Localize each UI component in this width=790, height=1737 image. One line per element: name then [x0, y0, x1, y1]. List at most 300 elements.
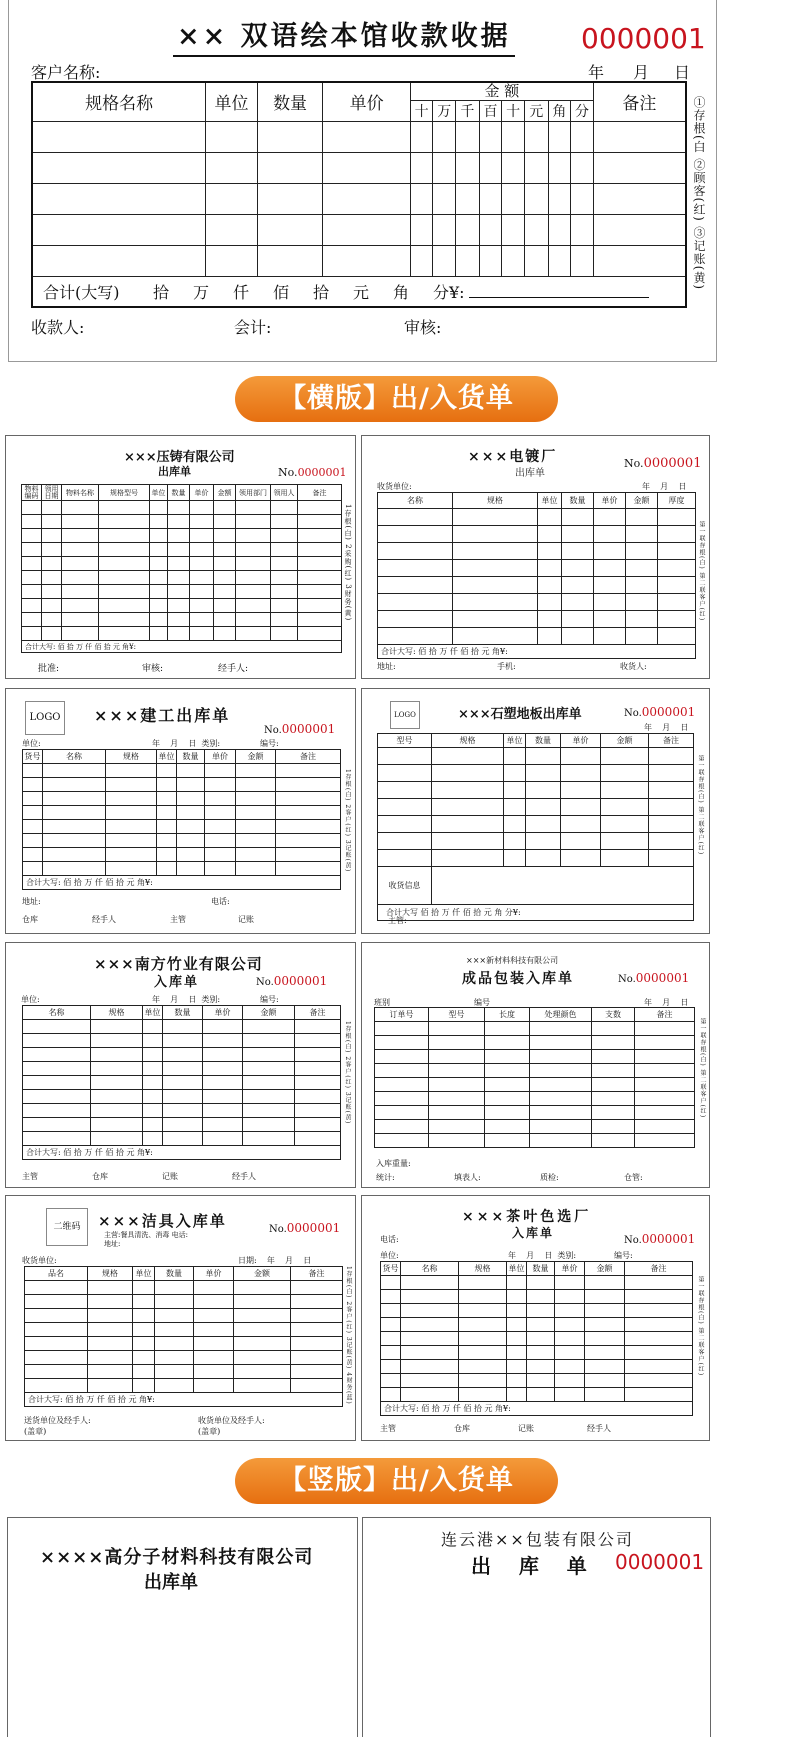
table-cell[interactable] — [585, 1374, 625, 1388]
table-cell[interactable] — [155, 1365, 194, 1379]
table-cell[interactable] — [635, 1036, 695, 1050]
table-cell[interactable] — [42, 529, 62, 543]
table-cell[interactable] — [143, 1034, 163, 1048]
table-cell[interactable] — [524, 152, 548, 183]
table-cell[interactable] — [601, 799, 649, 816]
table-cell[interactable] — [88, 1295, 133, 1309]
table-cell[interactable] — [206, 152, 257, 183]
table-cell[interactable] — [243, 1062, 295, 1076]
table-cell[interactable] — [214, 627, 236, 641]
table-cell[interactable] — [243, 1076, 295, 1090]
table-cell[interactable] — [157, 862, 177, 876]
table-cell[interactable] — [378, 799, 432, 816]
table-cell[interactable] — [99, 543, 150, 557]
table-cell[interactable] — [157, 834, 177, 848]
table-cell[interactable] — [291, 1351, 343, 1365]
table-cell[interactable] — [502, 183, 525, 214]
table-cell[interactable] — [658, 577, 696, 594]
table-cell[interactable] — [626, 628, 658, 645]
table-cell[interactable] — [23, 764, 43, 778]
table-cell[interactable] — [99, 515, 150, 529]
table-cell[interactable] — [163, 1104, 203, 1118]
table-cell[interactable] — [150, 557, 168, 571]
table-cell[interactable] — [649, 765, 694, 782]
table-cell[interactable] — [106, 862, 157, 876]
table-cell[interactable] — [375, 1120, 429, 1134]
table-cell[interactable] — [625, 1276, 693, 1290]
table-cell[interactable] — [401, 1374, 459, 1388]
table-cell[interactable] — [527, 1360, 555, 1374]
table-cell[interactable] — [530, 1106, 592, 1120]
table-cell[interactable] — [585, 1346, 625, 1360]
table-cell[interactable] — [276, 792, 341, 806]
table-cell[interactable] — [88, 1337, 133, 1351]
table-cell[interactable] — [205, 806, 236, 820]
table-cell[interactable] — [571, 152, 594, 183]
table-cell[interactable] — [257, 245, 323, 276]
table-cell[interactable] — [214, 543, 236, 557]
table-cell[interactable] — [479, 214, 502, 245]
table-cell[interactable] — [32, 183, 206, 214]
table-cell[interactable] — [23, 862, 43, 876]
table-cell[interactable] — [378, 816, 432, 833]
table-cell[interactable] — [410, 183, 433, 214]
table-cell[interactable] — [459, 1360, 507, 1374]
table-cell[interactable] — [276, 820, 341, 834]
table-cell[interactable] — [88, 1309, 133, 1323]
table-cell[interactable] — [42, 557, 62, 571]
table-cell[interactable] — [456, 214, 480, 245]
table-cell[interactable] — [592, 1036, 635, 1050]
table-cell[interactable] — [562, 509, 594, 526]
table-cell[interactable] — [206, 214, 257, 245]
table-cell[interactable] — [133, 1295, 155, 1309]
table-cell[interactable] — [527, 1388, 555, 1402]
table-cell[interactable] — [190, 585, 214, 599]
table-cell[interactable] — [502, 214, 525, 245]
table-cell[interactable] — [561, 765, 601, 782]
table-cell[interactable] — [25, 1281, 88, 1295]
table-cell[interactable] — [527, 1276, 555, 1290]
table-cell[interactable] — [593, 152, 686, 183]
table-cell[interactable] — [23, 1062, 91, 1076]
table-cell[interactable] — [91, 1048, 143, 1062]
table-cell[interactable] — [205, 764, 236, 778]
table-cell[interactable] — [88, 1323, 133, 1337]
table-cell[interactable] — [23, 778, 43, 792]
table-cell[interactable] — [594, 611, 626, 628]
table-cell[interactable] — [177, 862, 205, 876]
table-cell[interactable] — [485, 1106, 530, 1120]
table-cell[interactable] — [150, 515, 168, 529]
table-cell[interactable] — [214, 571, 236, 585]
table-cell[interactable] — [99, 599, 150, 613]
table-cell[interactable] — [375, 1134, 429, 1148]
table-cell[interactable] — [168, 543, 190, 557]
table-cell[interactable] — [25, 1295, 88, 1309]
table-cell[interactable] — [190, 501, 214, 515]
table-cell[interactable] — [236, 543, 271, 557]
table-cell[interactable] — [504, 748, 526, 765]
table-cell[interactable] — [43, 834, 106, 848]
table-cell[interactable] — [42, 599, 62, 613]
table-cell[interactable] — [527, 1332, 555, 1346]
table-cell[interactable] — [143, 1048, 163, 1062]
table-cell[interactable] — [298, 599, 342, 613]
table-cell[interactable] — [22, 557, 42, 571]
table-cell[interactable] — [555, 1290, 585, 1304]
table-cell[interactable] — [177, 778, 205, 792]
table-cell[interactable] — [163, 1034, 203, 1048]
table-cell[interactable] — [177, 792, 205, 806]
table-cell[interactable] — [594, 509, 626, 526]
table-cell[interactable] — [485, 1120, 530, 1134]
table-cell[interactable] — [291, 1281, 343, 1295]
table-cell[interactable] — [291, 1323, 343, 1337]
table-cell[interactable] — [62, 599, 99, 613]
table-cell[interactable] — [62, 515, 99, 529]
table-cell[interactable] — [257, 121, 323, 152]
table-cell[interactable] — [150, 501, 168, 515]
table-cell[interactable] — [504, 799, 526, 816]
table-cell[interactable] — [106, 764, 157, 778]
table-cell[interactable] — [194, 1323, 234, 1337]
table-cell[interactable] — [257, 183, 323, 214]
table-cell[interactable] — [236, 834, 276, 848]
table-cell[interactable] — [163, 1132, 203, 1146]
table-cell[interactable] — [257, 152, 323, 183]
table-cell[interactable] — [295, 1104, 341, 1118]
table-cell[interactable] — [323, 214, 410, 245]
table-cell[interactable] — [485, 1050, 530, 1064]
table-cell[interactable] — [625, 1332, 693, 1346]
table-cell[interactable] — [203, 1118, 243, 1132]
table-cell[interactable] — [429, 1050, 485, 1064]
table-cell[interactable] — [214, 599, 236, 613]
table-cell[interactable] — [205, 820, 236, 834]
table-cell[interactable] — [507, 1290, 527, 1304]
table-cell[interactable] — [276, 862, 341, 876]
table-cell[interactable] — [243, 1090, 295, 1104]
table-cell[interactable] — [626, 543, 658, 560]
table-cell[interactable] — [143, 1020, 163, 1034]
table-cell[interactable] — [585, 1304, 625, 1318]
table-cell[interactable] — [206, 183, 257, 214]
table-cell[interactable] — [378, 765, 432, 782]
table-cell[interactable] — [592, 1092, 635, 1106]
table-cell[interactable] — [635, 1064, 695, 1078]
table-cell[interactable] — [62, 543, 99, 557]
table-cell[interactable] — [298, 571, 342, 585]
table-cell[interactable] — [593, 214, 686, 245]
table-cell[interactable] — [206, 245, 257, 276]
table-cell[interactable] — [23, 1104, 91, 1118]
table-cell[interactable] — [150, 613, 168, 627]
table-cell[interactable] — [381, 1388, 401, 1402]
table-cell[interactable] — [561, 782, 601, 799]
table-cell[interactable] — [23, 1076, 91, 1090]
table-cell[interactable] — [526, 748, 561, 765]
table-cell[interactable] — [381, 1318, 401, 1332]
table-cell[interactable] — [381, 1360, 401, 1374]
table-cell[interactable] — [375, 1064, 429, 1078]
table-cell[interactable] — [99, 585, 150, 599]
table-cell[interactable] — [507, 1388, 527, 1402]
table-cell[interactable] — [378, 782, 432, 799]
table-cell[interactable] — [155, 1281, 194, 1295]
table-cell[interactable] — [194, 1365, 234, 1379]
table-cell[interactable] — [143, 1118, 163, 1132]
table-cell[interactable] — [32, 121, 206, 152]
table-cell[interactable] — [236, 585, 271, 599]
table-cell[interactable] — [561, 816, 601, 833]
table-cell[interactable] — [99, 501, 150, 515]
table-cell[interactable] — [236, 515, 271, 529]
table-cell[interactable] — [234, 1351, 291, 1365]
table-cell[interactable] — [214, 557, 236, 571]
table-cell[interactable] — [548, 183, 571, 214]
table-cell[interactable] — [205, 848, 236, 862]
table-cell[interactable] — [22, 613, 42, 627]
table-cell[interactable] — [538, 509, 562, 526]
table-cell[interactable] — [658, 560, 696, 577]
table-cell[interactable] — [524, 245, 548, 276]
table-cell[interactable] — [658, 526, 696, 543]
table-cell[interactable] — [205, 778, 236, 792]
table-cell[interactable] — [298, 627, 342, 641]
table-cell[interactable] — [433, 152, 456, 183]
table-cell[interactable] — [62, 585, 99, 599]
table-cell[interactable] — [177, 820, 205, 834]
table-cell[interactable] — [378, 543, 453, 560]
table-cell[interactable] — [375, 1092, 429, 1106]
table-cell[interactable] — [625, 1374, 693, 1388]
table-cell[interactable] — [291, 1309, 343, 1323]
table-cell[interactable] — [401, 1276, 459, 1290]
table-cell[interactable] — [62, 557, 99, 571]
table-cell[interactable] — [22, 543, 42, 557]
table-cell[interactable] — [234, 1379, 291, 1393]
table-cell[interactable] — [236, 599, 271, 613]
table-cell[interactable] — [25, 1309, 88, 1323]
table-cell[interactable] — [626, 594, 658, 611]
table-cell[interactable] — [507, 1374, 527, 1388]
table-cell[interactable] — [243, 1048, 295, 1062]
table-cell[interactable] — [410, 152, 433, 183]
table-cell[interactable] — [635, 1106, 695, 1120]
table-cell[interactable] — [271, 501, 298, 515]
table-cell[interactable] — [561, 799, 601, 816]
table-cell[interactable] — [538, 594, 562, 611]
table-cell[interactable] — [234, 1295, 291, 1309]
table-cell[interactable] — [381, 1276, 401, 1290]
table-cell[interactable] — [585, 1276, 625, 1290]
table-cell[interactable] — [23, 1048, 91, 1062]
table-cell[interactable] — [168, 627, 190, 641]
table-cell[interactable] — [243, 1020, 295, 1034]
table-cell[interactable] — [23, 1132, 91, 1146]
table-cell[interactable] — [203, 1062, 243, 1076]
table-cell[interactable] — [502, 121, 525, 152]
table-cell[interactable] — [155, 1337, 194, 1351]
table-cell[interactable] — [378, 560, 453, 577]
table-cell[interactable] — [91, 1062, 143, 1076]
table-cell[interactable] — [62, 613, 99, 627]
table-cell[interactable] — [205, 834, 236, 848]
table-cell[interactable] — [635, 1078, 695, 1092]
table-cell[interactable] — [150, 529, 168, 543]
table-cell[interactable] — [459, 1332, 507, 1346]
table-cell[interactable] — [23, 806, 43, 820]
table-cell[interactable] — [592, 1022, 635, 1036]
table-cell[interactable] — [298, 557, 342, 571]
table-cell[interactable] — [203, 1076, 243, 1090]
table-cell[interactable] — [194, 1337, 234, 1351]
table-cell[interactable] — [635, 1022, 695, 1036]
table-cell[interactable] — [548, 245, 571, 276]
table-cell[interactable] — [163, 1118, 203, 1132]
table-cell[interactable] — [485, 1134, 530, 1148]
table-cell[interactable] — [203, 1132, 243, 1146]
table-cell[interactable] — [585, 1318, 625, 1332]
table-cell[interactable] — [649, 782, 694, 799]
table-cell[interactable] — [214, 613, 236, 627]
table-cell[interactable] — [99, 557, 150, 571]
table-cell[interactable] — [432, 799, 504, 816]
table-cell[interactable] — [561, 833, 601, 850]
table-cell[interactable] — [592, 1106, 635, 1120]
table-cell[interactable] — [555, 1304, 585, 1318]
table-cell[interactable] — [168, 529, 190, 543]
table-cell[interactable] — [243, 1132, 295, 1146]
table-cell[interactable] — [401, 1346, 459, 1360]
table-cell[interactable] — [538, 611, 562, 628]
table-cell[interactable] — [99, 529, 150, 543]
table-cell[interactable] — [526, 850, 561, 867]
table-cell[interactable] — [190, 627, 214, 641]
table-cell[interactable] — [401, 1290, 459, 1304]
table-cell[interactable] — [291, 1295, 343, 1309]
table-cell[interactable] — [243, 1118, 295, 1132]
table-cell[interactable] — [62, 571, 99, 585]
table-cell[interactable] — [22, 599, 42, 613]
table-cell[interactable] — [194, 1351, 234, 1365]
table-cell[interactable] — [155, 1351, 194, 1365]
table-cell[interactable] — [43, 764, 106, 778]
table-cell[interactable] — [548, 121, 571, 152]
table-cell[interactable] — [206, 121, 257, 152]
table-cell[interactable] — [177, 764, 205, 778]
table-cell[interactable] — [42, 585, 62, 599]
table-cell[interactable] — [530, 1022, 592, 1036]
table-cell[interactable] — [378, 628, 453, 645]
table-cell[interactable] — [143, 1062, 163, 1076]
table-cell[interactable] — [276, 778, 341, 792]
table-cell[interactable] — [42, 627, 62, 641]
table-cell[interactable] — [236, 627, 271, 641]
table-cell[interactable] — [214, 501, 236, 515]
table-cell[interactable] — [163, 1048, 203, 1062]
table-cell[interactable] — [42, 571, 62, 585]
table-cell[interactable] — [433, 214, 456, 245]
table-cell[interactable] — [236, 806, 276, 820]
table-cell[interactable] — [163, 1062, 203, 1076]
table-cell[interactable] — [433, 183, 456, 214]
table-cell[interactable] — [168, 501, 190, 515]
table-cell[interactable] — [42, 543, 62, 557]
table-cell[interactable] — [479, 121, 502, 152]
table-cell[interactable] — [236, 529, 271, 543]
table-cell[interactable] — [626, 560, 658, 577]
table-cell[interactable] — [527, 1346, 555, 1360]
table-cell[interactable] — [291, 1337, 343, 1351]
table-cell[interactable] — [555, 1332, 585, 1346]
table-cell[interactable] — [298, 543, 342, 557]
table-cell[interactable] — [194, 1295, 234, 1309]
table-cell[interactable] — [271, 585, 298, 599]
table-cell[interactable] — [88, 1351, 133, 1365]
table-cell[interactable] — [593, 121, 686, 152]
table-cell[interactable] — [658, 594, 696, 611]
table-cell[interactable] — [635, 1120, 695, 1134]
table-cell[interactable] — [432, 782, 504, 799]
table-cell[interactable] — [561, 748, 601, 765]
table-cell[interactable] — [157, 778, 177, 792]
table-cell[interactable] — [555, 1360, 585, 1374]
table-cell[interactable] — [429, 1134, 485, 1148]
table-cell[interactable] — [453, 628, 538, 645]
table-cell[interactable] — [626, 526, 658, 543]
table-cell[interactable] — [155, 1309, 194, 1323]
table-cell[interactable] — [62, 529, 99, 543]
table-cell[interactable] — [271, 543, 298, 557]
table-cell[interactable] — [22, 585, 42, 599]
table-cell[interactable] — [155, 1295, 194, 1309]
table-cell[interactable] — [43, 778, 106, 792]
table-cell[interactable] — [459, 1388, 507, 1402]
table-cell[interactable] — [133, 1351, 155, 1365]
table-cell[interactable] — [295, 1034, 341, 1048]
table-cell[interactable] — [507, 1304, 527, 1318]
table-cell[interactable] — [601, 782, 649, 799]
table-cell[interactable] — [168, 557, 190, 571]
table-cell[interactable] — [658, 611, 696, 628]
table-cell[interactable] — [106, 778, 157, 792]
table-cell[interactable] — [562, 594, 594, 611]
table-cell[interactable] — [99, 613, 150, 627]
table-cell[interactable] — [504, 816, 526, 833]
table-cell[interactable] — [625, 1304, 693, 1318]
table-cell[interactable] — [276, 834, 341, 848]
table-cell[interactable] — [502, 152, 525, 183]
table-cell[interactable] — [155, 1379, 194, 1393]
table-cell[interactable] — [91, 1118, 143, 1132]
table-cell[interactable] — [527, 1290, 555, 1304]
table-cell[interactable] — [205, 792, 236, 806]
table-cell[interactable] — [323, 121, 410, 152]
table-cell[interactable] — [625, 1346, 693, 1360]
table-cell[interactable] — [538, 526, 562, 543]
table-cell[interactable] — [504, 782, 526, 799]
table-cell[interactable] — [271, 613, 298, 627]
table-cell[interactable] — [43, 792, 106, 806]
table-cell[interactable] — [214, 529, 236, 543]
table-cell[interactable] — [485, 1022, 530, 1036]
table-cell[interactable] — [432, 833, 504, 850]
table-cell[interactable] — [585, 1332, 625, 1346]
table-cell[interactable] — [168, 571, 190, 585]
table-cell[interactable] — [91, 1076, 143, 1090]
